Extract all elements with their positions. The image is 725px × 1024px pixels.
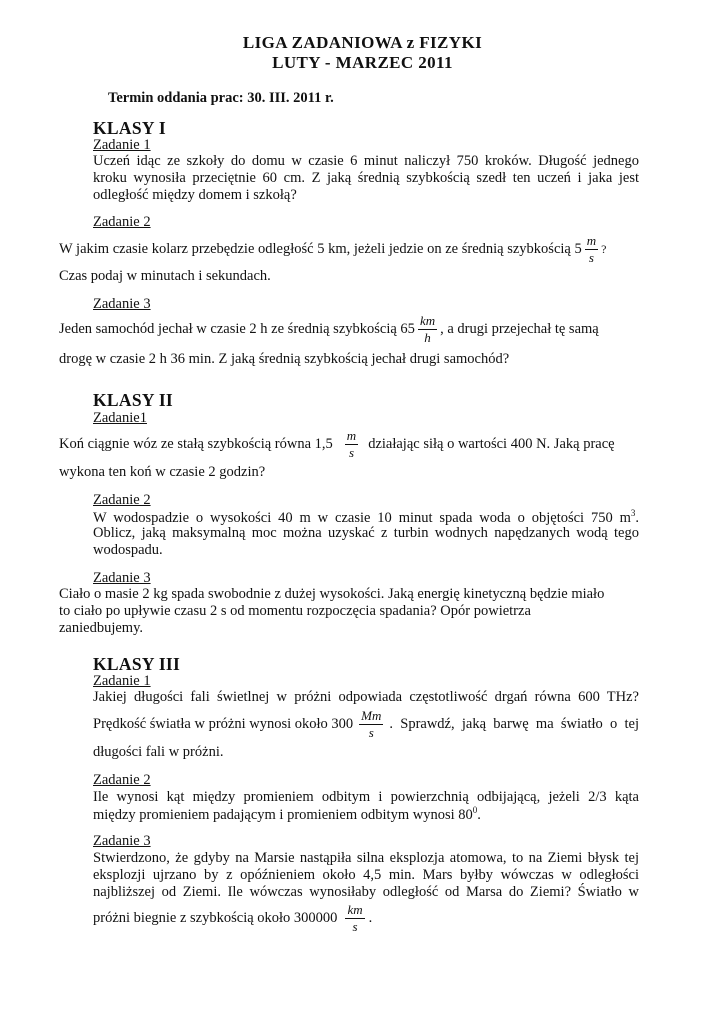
task-text-line: Uczeń idąc ze szkoły do domu w czasie 6 minut naliczył 750 kroków. Długość jednego [93,153,639,169]
fraction-unit [345,429,358,460]
task-text-segment: Jeden samochód jechał w czasie 2 h ze średnią szybkością 65 [59,320,415,337]
task-text-line: najbliższej od Ziemi. Ile wówczas wynosiłaby odległość od Marsa do Ziemi? Światło w [93,884,639,900]
task-text-segment: między promieniem padającym i promieniem odbitym wynosi 80 [93,806,473,823]
task-text-line: zaniedbujemy. [59,620,144,636]
section-heading-klasy-2: KLASY II [93,390,174,410]
task-text-line: Stwierdzono, że gdyby na Marsie nastąpiła silna eksplozja atomowa, to na Ziemi błysk tej [93,850,639,866]
task-text-segment: , a drugi przejechał tę samą [440,320,599,337]
task-text-line: Jakiej długości fali świetlnej w próżni odpowiada częstotliwość drgań równa 600 THz? [93,689,639,705]
task-text-segment: . [635,509,639,526]
task-text-line [93,709,639,740]
task-text-line: Oblicz, jaką maksymalną moc można uzyskać z turbin wodnych napędzanych wodą tego [93,525,639,541]
fraction-unit [359,709,383,740]
task-text-line [59,234,606,265]
fraction-numerator: km [347,902,363,917]
document-title: LIGA ZADANIOWA z FIZYKI [242,33,483,52]
fraction-denominator: s [348,445,355,460]
task-text-segment: . [477,806,481,823]
task-label-k1-z1: Zadanie 1 [93,137,151,153]
task-text-line: wykona ten koń w czasie 2 godzin? [59,464,266,480]
section-heading-klasy-1: KLASY I [93,118,166,138]
superscript: 0 [472,805,478,815]
fraction-numerator: m [346,428,357,443]
task-text-segment: . Sprawdź, jaką barwę ma światło o tej [389,716,639,732]
task-text-line [93,508,639,527]
task-text-segment: W jakim czasie kolarz przebędzie odległość 5 km, jeżeli jedzie on ze średnią szybkością 5 [59,240,582,257]
task-text-line [93,903,372,934]
task-text-line: Czas podaj w minutach i sekundach. [59,268,271,284]
task-label-k3-z1: Zadanie 1 [93,673,151,689]
fraction-unit [418,314,437,345]
task-text-segment: Koń ciągnie wóz ze stałą szybkością równa 1,5 [59,435,333,452]
document-subtitle: LUTY - MARZEC 2011 [272,53,453,72]
task-label-k1-z2: Zadanie 2 [93,214,151,230]
task-label-k2-z1: Zadanie1 [93,410,147,426]
task-label-k1-z3: Zadanie 3 [93,296,151,312]
task-text-line [59,429,615,460]
task-text-segment: Prędkość światła w próżni wynosi około 300 [93,716,354,732]
task-text-line: drogę w czasie 2 h 36 min. Z jaką średnią szybkością jechał drugi samochód? [59,351,510,367]
task-text-line: Ciało o masie 2 kg spada swobodnie z dużej wysokości. Jaką energię kinetyczną będzie miało [59,586,605,602]
task-text-line: kroku wynosiła przeciętnie 60 cm. Z jaką średnią szybkością szedł ten uczeń i jaka jest [93,170,639,186]
fraction-denominator: s [352,919,358,934]
superscript: 3 [630,508,636,518]
task-text-segment: działając siłą o wartości 400 N. Jaką pracę [368,435,615,452]
task-text-line: eksplozji ujrzano by z opóźnieniem około 4,5 min. Mars byłby wówczas w odległości [93,867,639,883]
task-text-line [93,805,481,824]
fraction-numerator: Mm [361,708,382,723]
task-text-line: Ile wynosi kąt między promieniem odbitym i powierzchnią odbijającą, jeżeli 2/3 kąta [93,789,639,805]
task-text-segment: W wodospadzie o wysokości 40 m w czasie 10 minut spada woda o objętości 750 m [93,509,631,526]
fraction-unit [345,903,364,934]
task-label-k2-z3: Zadanie 3 [93,570,151,586]
fraction-numerator: km [419,313,436,328]
task-text-line: wodospadu. [93,542,163,558]
task-label-k3-z3: Zadanie 3 [93,833,151,849]
task-text-segment: . [368,909,373,926]
fraction-numerator: m [586,233,597,248]
task-text-line: odległość między domem i szkołą? [93,187,297,203]
fraction-denominator: s [368,725,374,740]
task-text-line: długości fali w próżni. [93,744,224,760]
task-text-line [59,314,599,345]
task-text-segment: ? [601,241,607,256]
section-heading-klasy-3: KLASY III [93,654,181,674]
fraction-unit [585,234,598,265]
fraction-denominator: s [588,250,594,265]
deadline-text: Termin oddania prac: 30. III. 2011 r. [108,90,334,106]
task-label-k3-z2: Zadanie 2 [93,772,151,788]
task-label-k2-z2: Zadanie 2 [93,492,151,508]
task-text-segment: próżni biegnie z szybkością około 300000 [93,909,338,926]
task-text-line: to ciało po upływie czasu 2 s od momentu rozpoczęcia spadania? Opór powietrza [59,603,531,619]
fraction-denominator: h [424,330,431,345]
